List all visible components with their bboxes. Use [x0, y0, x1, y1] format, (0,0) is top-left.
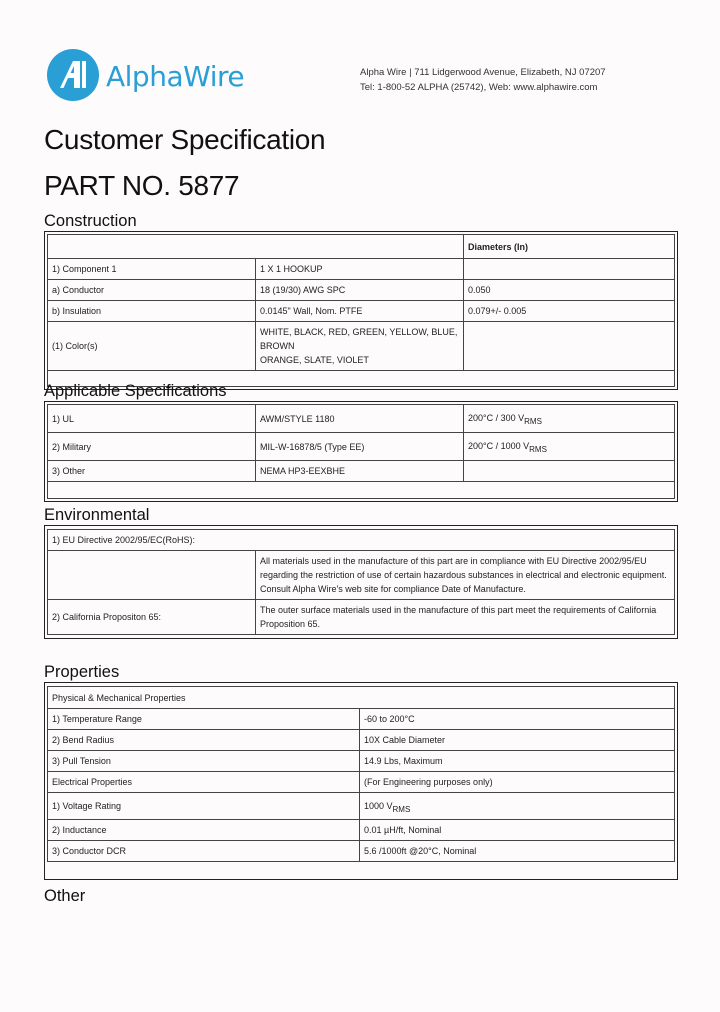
table-row: [48, 433, 675, 461]
electrical-properties-note: (For Engineering purposes only): [360, 772, 675, 793]
table-row: [48, 772, 675, 793]
table-row: [48, 551, 675, 600]
row-value: 1 X 1 HOOKUP: [256, 259, 464, 280]
row-value: 10X Cable Diameter: [360, 730, 675, 751]
eu-directive-label: 1) EU Directive 2002/95/EC(RoHS):: [48, 530, 675, 551]
colors-line-2: ORANGE, SLATE, VIOLET: [260, 355, 369, 365]
table-row: [48, 322, 675, 371]
contact-address: Alpha Wire | 711 Lidgerwood Avenue, Elizabeth, NJ 07207: [360, 67, 606, 78]
contact-info: [360, 65, 606, 95]
logo-wordmark: AlphaWire: [106, 59, 245, 93]
table-row: [48, 820, 675, 841]
row-rating: 200°C / 300 VRMS: [464, 405, 675, 433]
table-row: [48, 709, 675, 730]
table-row: [48, 751, 675, 772]
table-row: [48, 841, 675, 862]
row-value: -60 to 200°C: [360, 709, 675, 730]
company-logo: [46, 48, 244, 102]
row-value: NEMA HP3-EEXBHE: [256, 461, 464, 482]
table-row: [48, 405, 675, 433]
electrical-properties-header: Electrical Properties: [48, 772, 360, 793]
contact-phone-web: Tel: 1-800-52 ALPHA (25742), Web: www.alphawire.com: [360, 82, 598, 93]
row-label: a) Conductor: [48, 280, 256, 301]
row-label: 1) Temperature Range: [48, 709, 360, 730]
row-label: 1) Component 1: [48, 259, 256, 280]
row-value: 14.9 Lbs, Maximum: [360, 751, 675, 772]
applicable-specs-heading: Applicable Specifications: [44, 382, 227, 400]
row-label: 1) Voltage Rating: [48, 793, 360, 820]
table-row: [48, 730, 675, 751]
table-row: [48, 301, 675, 322]
properties-table: [44, 682, 678, 880]
table-row: [48, 530, 675, 551]
row-label: (1) Color(s): [48, 322, 256, 371]
diameters-header: Diameters (In): [464, 235, 675, 259]
colors-line-1: WHITE, BLACK, RED, GREEN, YELLOW, BLUE, BROWN: [260, 327, 458, 351]
california-prop65-text: The outer surface materials used in the manufacture of this part meet the requirements of California Proposition 65.: [256, 600, 675, 635]
eu-directive-text: All materials used in the manufacture of this part are in compliance with EU Directive 2002/95/EU regarding the restriction of use of certain hazardous substances in electrical and electronic equipment. Consult Alpha Wire's web site for compliance Date of Manufacture.: [256, 551, 675, 600]
environmental-table: [44, 525, 678, 639]
alphawire-logo-icon: [46, 48, 100, 102]
row-label: 2) Inductance: [48, 820, 360, 841]
row-value: 1000 VRMS: [360, 793, 675, 820]
part-number: PART NO. 5877: [44, 170, 240, 201]
construction-table: [44, 231, 678, 390]
row-rating: [464, 461, 675, 482]
row-diameter: 0.079+/- 0.005: [464, 301, 675, 322]
table-row: [48, 461, 675, 482]
table-row: [48, 259, 675, 280]
row-diameter: 0.050: [464, 280, 675, 301]
row-label: 2) Military: [48, 433, 256, 461]
row-label: 1) UL: [48, 405, 256, 433]
table-row: [48, 793, 675, 820]
row-diameter: [464, 259, 675, 280]
physical-properties-header: Physical & Mechanical Properties: [48, 687, 675, 709]
row-value: 0.01 µH/ft, Nominal: [360, 820, 675, 841]
row-rating: 200°C / 1000 VRMS: [464, 433, 675, 461]
row-value: AWM/STYLE 1180: [256, 405, 464, 433]
row-label: 3) Pull Tension: [48, 751, 360, 772]
row-label: 3) Conductor DCR: [48, 841, 360, 862]
environmental-heading: Environmental: [44, 506, 150, 524]
row-value: 18 (19/30) AWG SPC: [256, 280, 464, 301]
page-title: Customer Specification: [44, 124, 326, 155]
row-label: 3) Other: [48, 461, 256, 482]
row-value: 5.6 /1000ft @20°C, Nominal: [360, 841, 675, 862]
row-diameter: [464, 322, 675, 371]
construction-heading: Construction: [44, 212, 137, 230]
table-row: [48, 280, 675, 301]
other-heading: Other: [44, 887, 86, 905]
table-row: [48, 235, 675, 259]
table-row: [48, 687, 675, 709]
properties-heading: Properties: [44, 663, 120, 681]
row-label: 2) Bend Radius: [48, 730, 360, 751]
table-row: [48, 482, 675, 499]
row-value: 0.0145" Wall, Nom. PTFE: [256, 301, 464, 322]
applicable-specs-table: [44, 401, 678, 502]
table-row: [48, 862, 675, 876]
row-value: MIL-W-16878/5 (Type EE): [256, 433, 464, 461]
row-value: [256, 322, 464, 371]
row-label: b) Insulation: [48, 301, 256, 322]
table-row: [48, 600, 675, 635]
california-prop65-label: 2) California Propositon 65:: [48, 600, 256, 635]
